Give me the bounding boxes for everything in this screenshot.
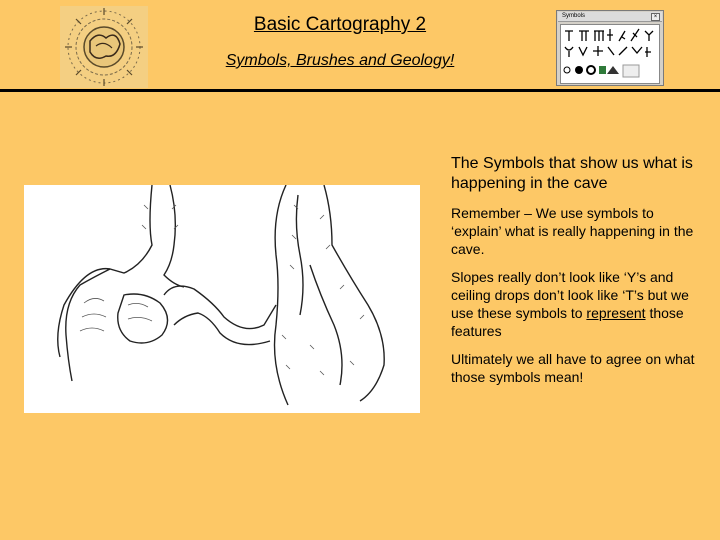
header-divider [0,89,720,92]
represent-link[interactable]: represent [586,305,646,321]
paragraph-remember: Remember – We use symbols to ‘explain’ what is really happening in the cave. [451,205,694,257]
cave-logo [60,6,148,88]
page-subtitle: Symbols, Brushes and Geology! [225,52,455,69]
symbols-grid [560,24,660,84]
cave-passage-map-icon [24,185,420,413]
section-heading: The Symbols that show us what is happening in the cave [451,155,693,192]
paragraph-slopes-end: those features [451,305,684,339]
palette-title: Symbols [562,13,586,19]
paragraph-agree: Ultimately we all have to agree on what those symbols mean! [451,351,695,385]
cave-survey-illustration [24,185,420,413]
close-icon: × [651,13,660,21]
paragraph-slopes [451,268,701,340]
palette-titlebar [558,12,662,22]
page-title: Basic Cartography 2 [253,14,427,35]
symbols-palette [556,10,664,86]
paragraph-slopes-start: Slopes really don’t look like ‘Y’s and ceiling drops don’t look like ‘T’s but we use these symbols to [451,269,689,321]
explanation-text [451,154,701,396]
symbol-glyphs-icon [561,25,659,83]
cave-survey-logo-icon [60,6,148,88]
